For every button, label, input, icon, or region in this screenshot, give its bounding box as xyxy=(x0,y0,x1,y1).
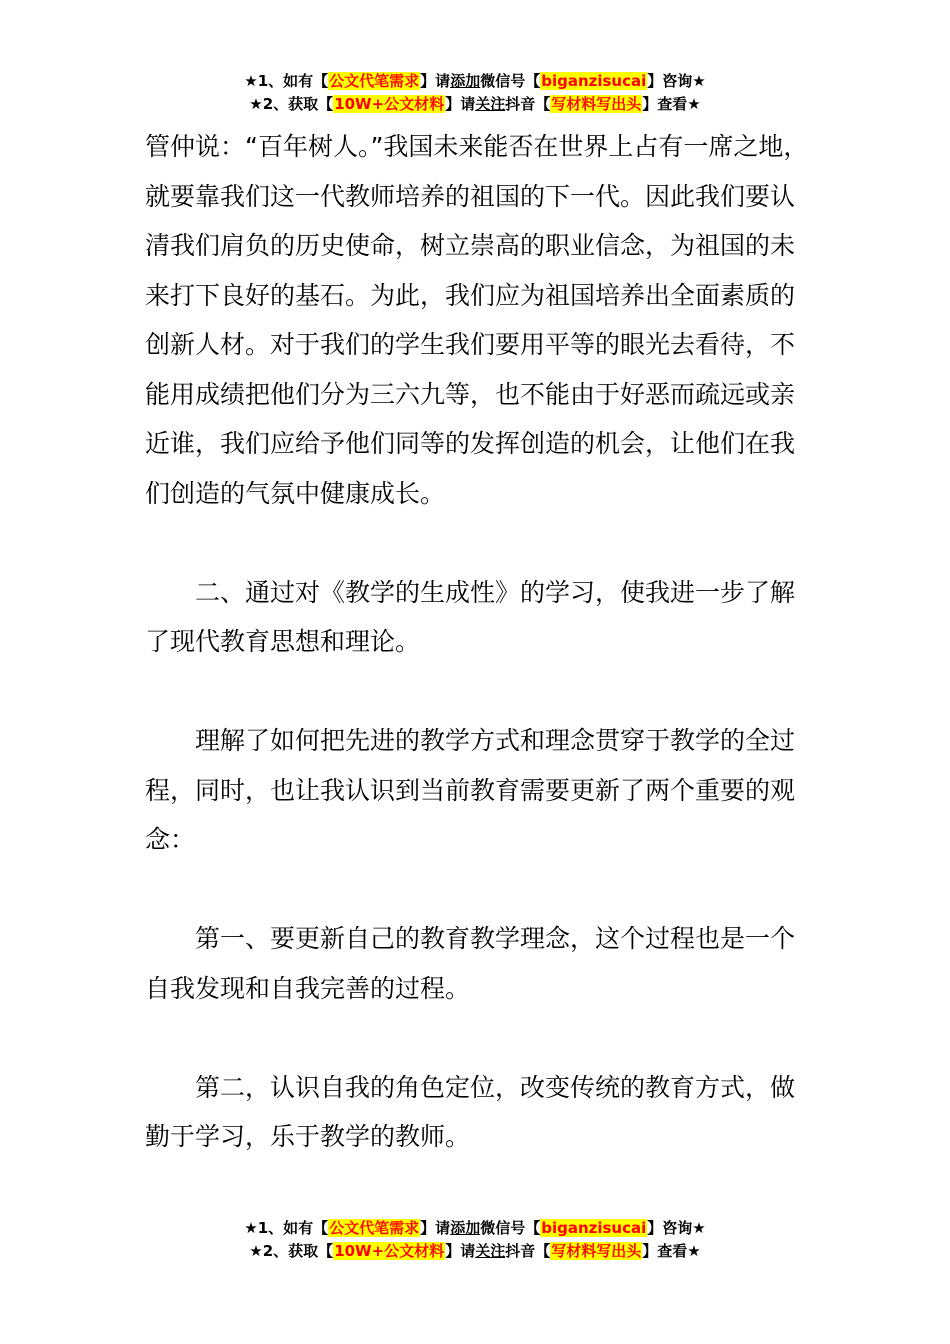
banner-text: 】请 xyxy=(445,1242,476,1260)
banner-line-1 xyxy=(0,70,950,93)
document-body xyxy=(145,122,810,1162)
paragraph: 第二，认识自我的角色定位，改变传统的教育方式，做勤于学习，乐于教学的教师。 xyxy=(145,1072,796,1151)
banner-highlight-douyin: 写材料写出头 xyxy=(551,1242,642,1260)
paragraph: 管仲说：“百年树人。”我国未来能否在世界上占有一席之地，就要靠我们这一代教师培养的祖国的下一代。因此我们要认清我们肩负的历史使命，树立崇高的职业信念，为祖国的未来打下良好的基石。为此，我们应为祖国培养出全面素质的创新人材。对于我们的学生我们要用平等的眼光去看待，不能用成绩把他们分为三六九等，也不能由于好恶而疏远或亲近谁，我们应给予他们同等的发挥创造的机会，让他们在我们创造的气氛中健康成长。 xyxy=(145,132,809,508)
banner-text: 抖音【 xyxy=(505,1242,551,1260)
banner-line-1 xyxy=(0,1217,950,1240)
banner-text: 微信号【 xyxy=(480,72,541,90)
banner-underlined-text: 关注 xyxy=(475,1242,506,1260)
banner-text: 】请 xyxy=(420,1219,451,1237)
header-banner xyxy=(0,70,950,116)
banner-text: 微信号【 xyxy=(480,1219,541,1237)
banner-text: ★1、如有【 xyxy=(244,1219,329,1237)
banner-text: 】请 xyxy=(420,72,451,90)
paragraph: 理解了如何把先进的教学方式和理念贯穿于教学的全过程，同时，也让我认识到当前教育需要更新了两个重要的观念： xyxy=(145,726,796,854)
banner-text: 】查看★ xyxy=(642,1242,701,1260)
banner-highlight: 10W+公文材料 xyxy=(334,1242,445,1260)
banner-highlight: 公文代笔需求 xyxy=(329,1219,420,1237)
banner-underlined-text: 关注 xyxy=(475,95,506,113)
section-heading-paragraph: 二、通过对《教学的生成性》的学习，使我进一步了解了现代教育思想和理论。 xyxy=(145,577,796,656)
banner-text: 】咨询★ xyxy=(647,1219,706,1237)
banner-text: 】查看★ xyxy=(642,95,701,113)
banner-highlight-douyin: 写材料写出头 xyxy=(551,95,642,113)
paragraph: 第一、要更新自己的教育教学理念，这个过程也是一个自我发现和自我完善的过程。 xyxy=(145,924,796,1003)
banner-highlight-wechat-id: biganzisucai xyxy=(541,1219,647,1237)
banner-text: ★1、如有【 xyxy=(244,72,329,90)
banner-text: 】请 xyxy=(445,95,476,113)
footer-banner xyxy=(0,1217,950,1263)
banner-text: 抖音【 xyxy=(505,95,551,113)
banner-line-2 xyxy=(0,93,950,116)
banner-underlined-text: 添加 xyxy=(450,1219,481,1237)
banner-underlined-text: 添加 xyxy=(450,72,481,90)
banner-highlight: 公文代笔需求 xyxy=(329,72,420,90)
banner-highlight: 10W+公文材料 xyxy=(334,95,445,113)
banner-line-2 xyxy=(0,1240,950,1263)
banner-highlight-wechat-id: biganzisucai xyxy=(541,72,647,90)
banner-text: ★2、获取【 xyxy=(249,1242,334,1260)
banner-text: 】咨询★ xyxy=(647,72,706,90)
banner-text: ★2、获取【 xyxy=(249,95,334,113)
